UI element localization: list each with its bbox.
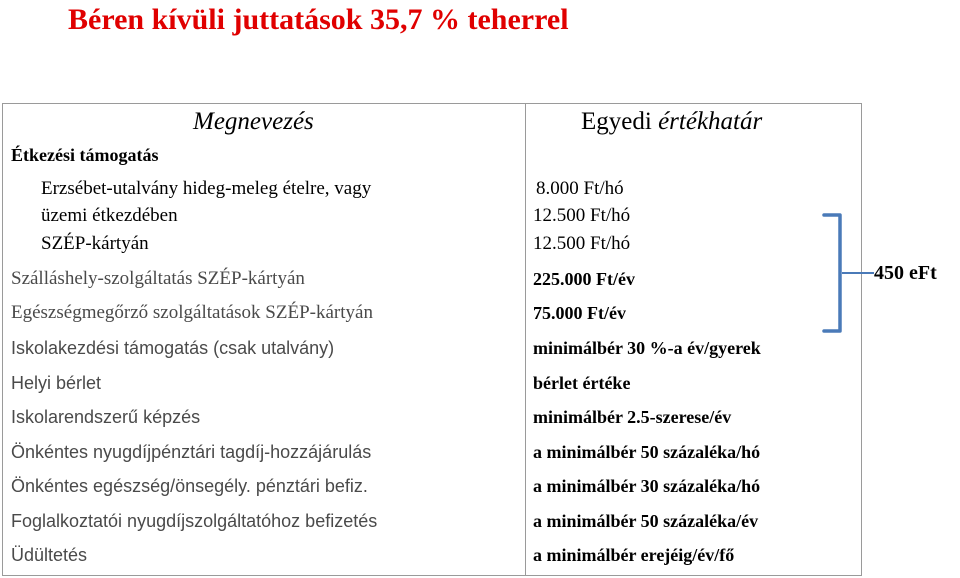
row-value-2: 12.500 Ft/hó (533, 205, 631, 226)
row-value-5: 75.000 Ft/év (533, 303, 626, 323)
row-name-0: Étkezési támogatás (11, 145, 159, 165)
right-bracket (822, 213, 844, 333)
header-name: Megnevezés (193, 108, 314, 135)
header-value-b: értékhatár (658, 108, 763, 135)
bracket-connector (842, 268, 874, 278)
row-value-4: 225.000 Ft/év (533, 269, 635, 289)
row-name-9: Önkéntes nyugdíjpénztári tagdíj-hozzájárulás (11, 442, 372, 462)
row-name-8: Iskolarendszerű képzés (11, 407, 201, 427)
row-value-3: 12.500 Ft/hó (533, 233, 631, 254)
row-name-6: Iskolakezdési támogatás (csak utalvány) (11, 338, 335, 358)
row-value-1: 8.000 Ft/hó (536, 178, 624, 199)
row-name-7: Helyi bérlet (11, 373, 102, 393)
row-name-12: Üdültetés (11, 545, 88, 565)
row-value-10: a minimálbér 30 százaléka/hó (533, 476, 761, 496)
row-value-11: a minimálbér 50 százaléka/év (533, 511, 759, 531)
header-value-a: Egyedi (581, 108, 659, 135)
row-value-6: minimálbér 30 %-a év/gyerek (533, 338, 761, 358)
page-title: Béren kívüli juttatások 35,7 % teherrel (68, 3, 569, 36)
benefits-table (2, 103, 862, 576)
row-value-12: a minimálbér erejéig/év/fő (533, 545, 735, 565)
row-name-10: Önkéntes egészség/önsegély. pénztári befiz. (11, 476, 368, 496)
row-name-3: SZÉP-kártyán (41, 233, 149, 254)
row-value-8: minimálbér 2.5-szerese/év (533, 407, 732, 427)
row-name-4: Szálláshely-szolgáltatás SZÉP-kártyán (11, 268, 305, 289)
row-value-7: bérlet értéke (533, 373, 631, 393)
name-column (3, 104, 526, 576)
row-value-9: a minimálbér 50 százaléka/hó (533, 442, 761, 462)
row-name-2: üzemi étkezdében (41, 205, 178, 226)
row-name-5: Egészségmegőrző szolgáltatások SZÉP-kártyán (11, 302, 373, 323)
row-name-11: Foglalkoztatói nyugdíjszolgáltatóhoz befizetés (11, 511, 378, 531)
header-value (581, 107, 762, 137)
row-name-1: Erzsébet-utalvány hideg-meleg ételre, vagy (41, 178, 372, 199)
total-limit-label: 450 eFt (874, 262, 937, 284)
value-column (526, 104, 862, 576)
